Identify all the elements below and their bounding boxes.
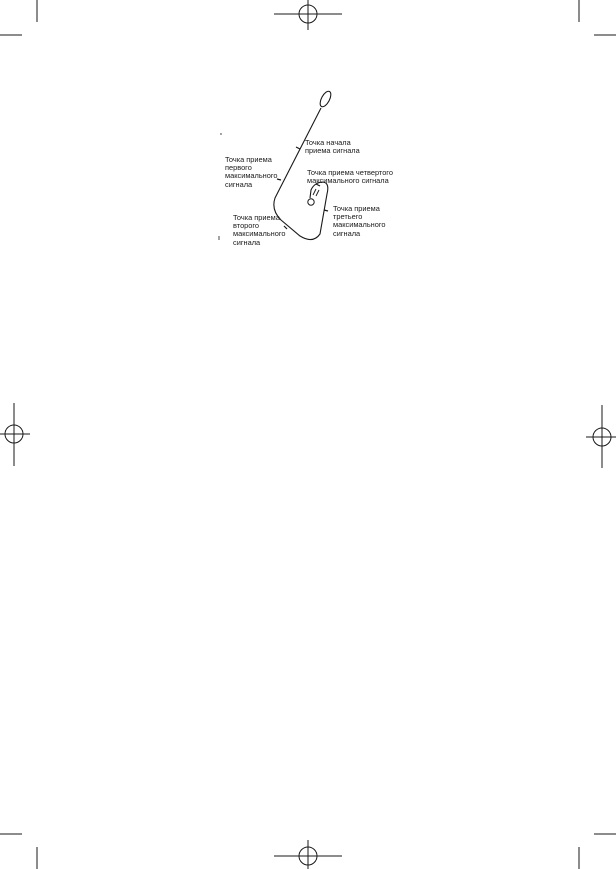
registration-mark-bottom [274, 840, 342, 869]
registration-mark-right [586, 405, 616, 468]
label-line: максимального [333, 220, 386, 230]
first-point-marker [277, 179, 281, 180]
label-start-point [305, 139, 360, 155]
label-first-max-point [225, 156, 278, 189]
label-line: максимального [233, 229, 286, 239]
label-line: Точка приема [233, 213, 280, 222]
label-line: сигнала [233, 237, 261, 247]
label-line: Точка приема четвертого [307, 168, 393, 177]
label-line: второго [233, 221, 260, 231]
label-second-max-point [233, 214, 286, 247]
label-line: приема сигнала [305, 146, 360, 156]
registration-mark-left [0, 403, 30, 466]
label-line: сигнала [333, 228, 361, 238]
hole-icon [308, 199, 314, 205]
label-line: третьего [333, 212, 363, 222]
float-icon [318, 90, 333, 109]
label-line: первого [225, 163, 252, 173]
label-line: Точка приема [333, 204, 380, 213]
registration-mark-top [274, 0, 342, 30]
label-line: максимального [225, 171, 278, 181]
label-line: Точка начала [305, 138, 351, 147]
label-third-max-point [333, 205, 386, 238]
label-line: Точка приема [225, 155, 272, 164]
hatch-mark [313, 189, 316, 195]
label-line: максимального сигнала [307, 176, 389, 186]
start-point-marker [296, 147, 300, 149]
label-fourth-max-point [307, 169, 393, 185]
hatch-mark [316, 190, 319, 196]
label-line: сигнала [225, 179, 253, 189]
